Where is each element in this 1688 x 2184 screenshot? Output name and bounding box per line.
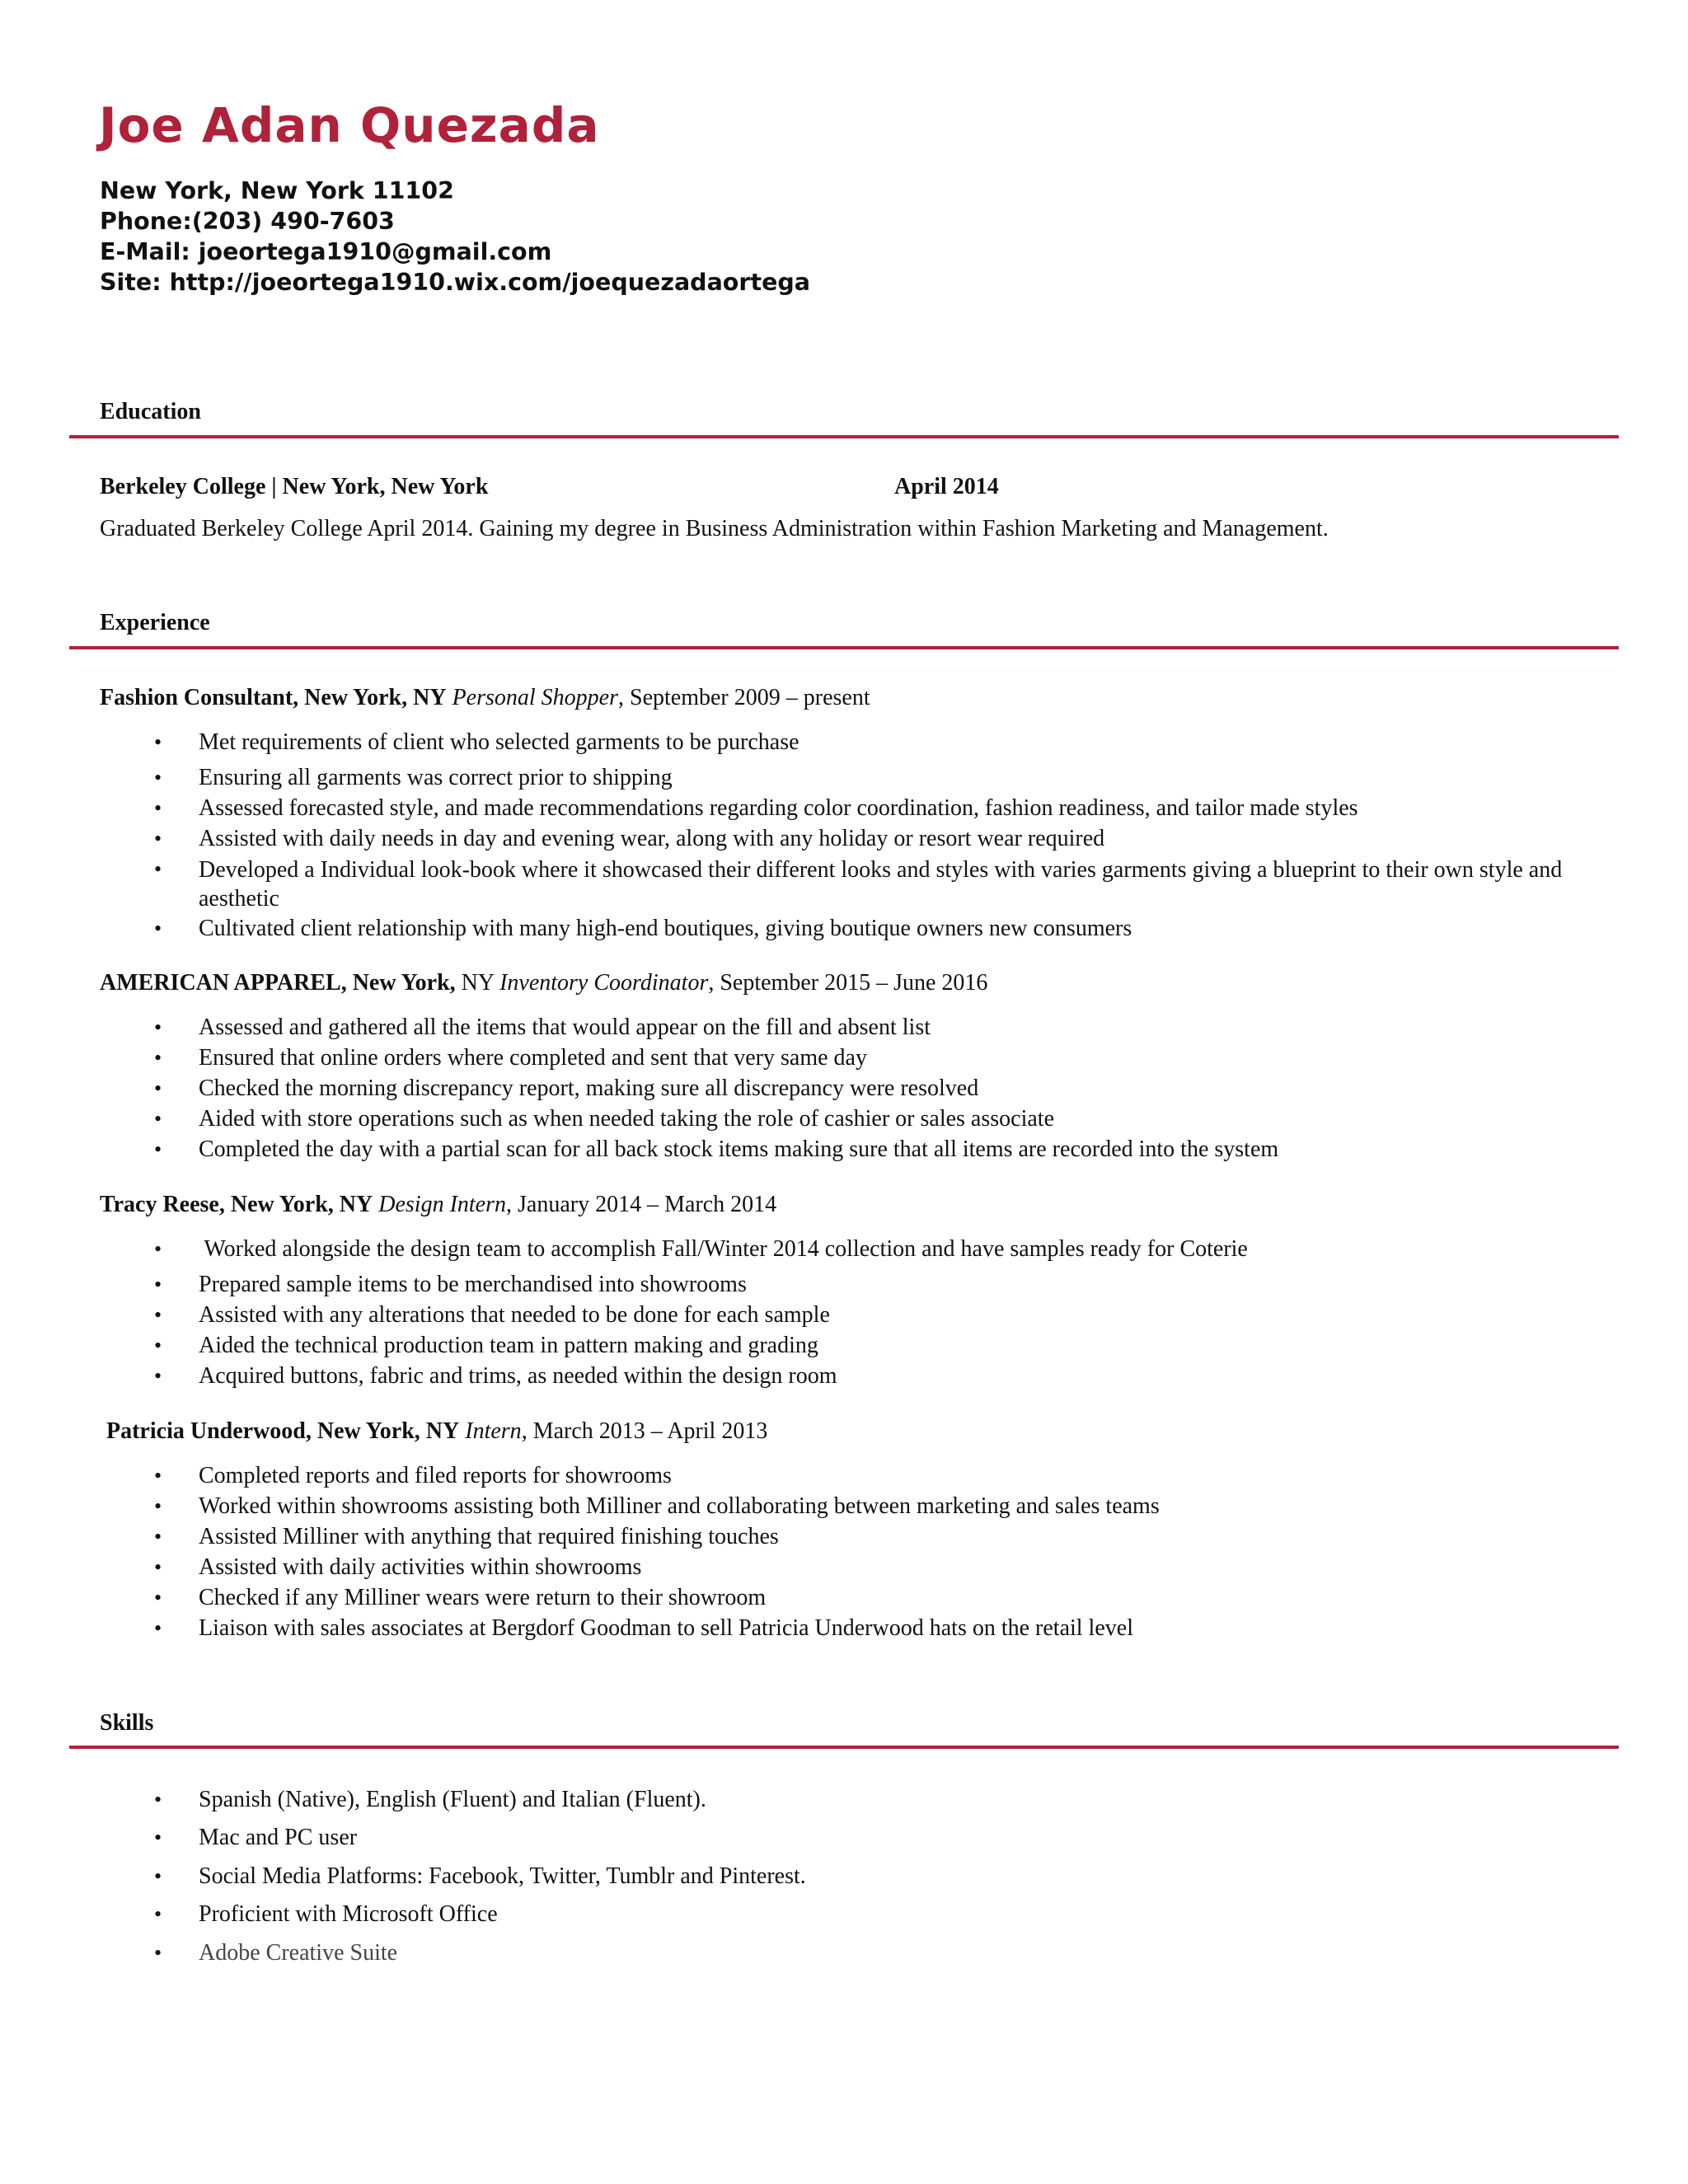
skills-heading: Skills [100, 1710, 154, 1736]
job-header [100, 969, 987, 997]
bullet-icon: • [154, 1333, 162, 1357]
bullet-icon: • [154, 916, 162, 940]
job-employer-suffix: NY [455, 970, 500, 996]
job-bullet: Aided the technical production team in pattern making and grading [199, 1333, 818, 1358]
contact-block [100, 176, 810, 298]
job-employer: Patricia Underwood, New York, NY [106, 1418, 460, 1444]
contact-email: E-Mail: joeortega1910@gmail.com [100, 238, 552, 265]
education-heading: Education [100, 399, 201, 424]
job-dates: , September 2009 – present [618, 685, 870, 710]
job-bullet: Assisted Milliner with anything that required finishing touches [199, 1524, 779, 1549]
skill-item: Spanish (Native), English (Fluent) and Italian (Fluent). [199, 1787, 706, 1812]
bullet-icon: • [154, 1586, 162, 1610]
bullet-icon: • [154, 827, 162, 851]
bullet-icon: • [154, 730, 162, 754]
education-school: Berkeley College | New York, New York [100, 474, 489, 499]
bullet-icon: • [154, 1272, 162, 1296]
experience-heading: Experience [100, 610, 210, 635]
job-employer: Tracy Reese, New York, NY [100, 1192, 373, 1217]
job-bullet: Worked within showrooms assisting both Milliner and collaborating between marketing and sales teams [199, 1493, 1160, 1519]
resume-name: Joe Adan Quezada [99, 97, 600, 153]
job-bullet: Worked alongside the design team to accomplish Fall/Winter 2014 collection and have samples ready for Coterie [199, 1236, 1248, 1262]
bullet-icon: • [154, 1941, 162, 1965]
job-bullet: Acquired buttons, fabric and trims, as needed within the design room [199, 1363, 837, 1389]
job-bullet: Completed reports and filed reports for showrooms [199, 1463, 672, 1488]
skill-item: Proficient with Microsoft Office [199, 1901, 498, 1927]
education-date: April 2014 [894, 474, 999, 499]
bullet-icon: • [154, 1364, 162, 1388]
job-bullet: Cultivated client relationship with many high-end boutiques, giving boutique owners new consumers [199, 916, 1132, 941]
job-bullet: Assessed forecasted style, and made recommendations regarding color coordination, fashion readiness, and tailor made styles [199, 795, 1358, 821]
job-bullet: Liaison with sales associates at Bergdorf Goodman to sell Patricia Underwood hats on the retail level [199, 1615, 1133, 1641]
contact-phone: Phone:(203) 490-7603 [100, 208, 395, 235]
skills-rule [69, 1746, 1619, 1749]
job-bullet: Met requirements of client who selected garments to be purchase [199, 729, 799, 755]
bullet-icon: • [154, 1864, 162, 1888]
bullet-icon: • [154, 1555, 162, 1579]
bullet-icon: • [154, 1015, 162, 1039]
job-bullet: Assisted with daily needs in day and evening wear, along with any holiday or resort wear required [199, 826, 1105, 851]
job-header [100, 1191, 776, 1219]
bullet-icon: • [154, 796, 162, 820]
bullet-icon: • [154, 1303, 162, 1327]
skill-item: Adobe Creative Suite [199, 1940, 398, 1966]
job-dates: , January 2014 – March 2014 [506, 1192, 777, 1217]
job-bullet: Completed the day with a partial scan for all back stock items making sure that all items are recorded into the system [199, 1137, 1279, 1162]
bullet-icon: • [154, 1237, 162, 1261]
job-bullet: Developed a Individual look-book where it showcased their different looks and styles with varies garments giving a blueprint to their own style and aesthetic [199, 857, 1563, 912]
bullet-icon: • [154, 766, 162, 790]
skill-item: Social Media Platforms: Facebook, Twitter, Tumblr and Pinterest. [199, 1863, 806, 1889]
education-description: Graduated Berkeley College April 2014. Gaining my degree in Business Administration within Fashion Marketing and Management. [100, 516, 1329, 541]
bullet-icon: • [154, 1825, 162, 1849]
bullet-icon: • [154, 1616, 162, 1640]
job-employer: AMERICAN APPAREL, New York, [100, 970, 456, 996]
job-header [106, 1418, 767, 1446]
bullet-icon: • [154, 1137, 162, 1161]
bullet-icon: • [154, 1525, 162, 1549]
contact-address: New York, New York 11102 [100, 177, 454, 204]
job-bullet: Prepared sample items to be merchandised into showrooms [199, 1272, 747, 1297]
job-bullet: Assisted with any alterations that needed to be done for each sample [199, 1302, 830, 1328]
job-title: Personal Shopper [452, 685, 619, 710]
experience-rule [69, 646, 1619, 649]
education-rule [69, 435, 1619, 438]
skill-item: Mac and PC user [199, 1825, 358, 1850]
bullet-icon: • [154, 1902, 162, 1926]
bullet-icon: • [154, 1464, 162, 1488]
job-title: Design Intern [378, 1192, 507, 1217]
job-bullet: Checked the morning discrepancy report, making sure all discrepancy were resolved [199, 1076, 979, 1101]
job-bullet: Ensured that online orders where completed and sent that very same day [199, 1045, 867, 1071]
bullet-icon: • [154, 1494, 162, 1518]
job-header [100, 684, 870, 712]
job-title: Intern [465, 1418, 522, 1444]
job-dates: , September 2015 – June 2016 [708, 970, 988, 996]
job-bullet: Ensuring all garments was correct prior to shipping [199, 765, 673, 790]
job-title: Inventory Coordinator [499, 970, 709, 996]
job-bullet: Checked if any Milliner wears were return to their showroom [199, 1585, 767, 1610]
job-bullet: Assisted with daily activities within showrooms [199, 1554, 642, 1580]
bullet-icon: • [154, 1107, 162, 1131]
bullet-icon: • [154, 1788, 162, 1811]
bullet-icon: • [154, 857, 162, 881]
bullet-icon: • [154, 1076, 162, 1100]
job-bullet: Aided with store operations such as when needed taking the role of cashier or sales associate [199, 1106, 1054, 1132]
job-dates: , March 2013 – April 2013 [521, 1418, 768, 1444]
job-employer: Fashion Consultant, New York, NY [100, 685, 447, 710]
contact-site: Site: http://joeortega1910.wix.com/joequezadaortega [100, 269, 811, 296]
bullet-icon: • [154, 1046, 162, 1070]
job-bullet: Assessed and gathered all the items that would appear on the fill and absent list [199, 1015, 931, 1040]
